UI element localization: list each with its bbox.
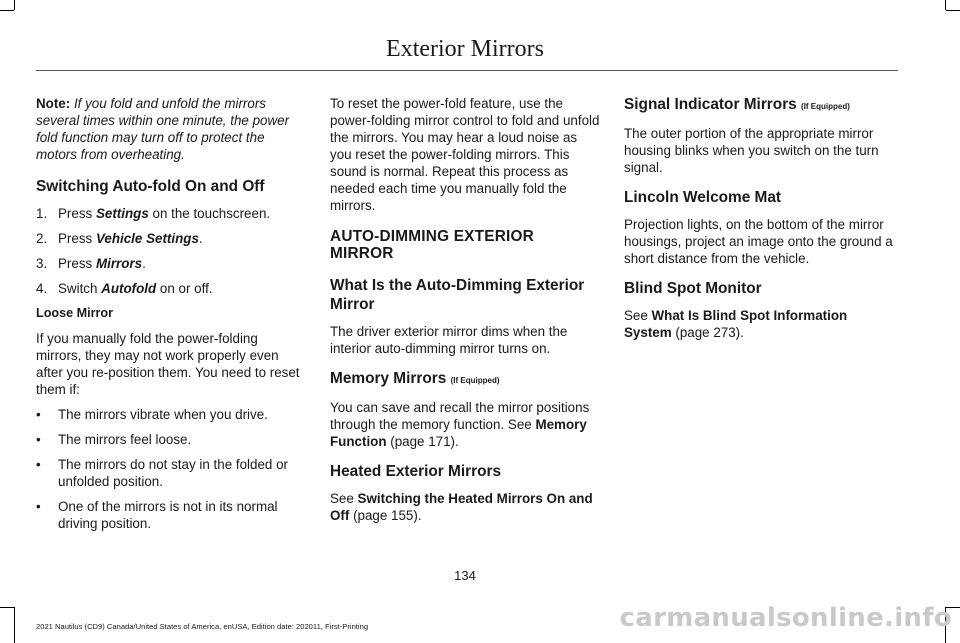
list-item: 2. Press Vehicle Settings. <box>36 231 203 246</box>
watermark: carmanualsonline.info <box>619 603 952 633</box>
loose-mirror-heading: Loose Mirror <box>36 306 113 320</box>
note-paragraph <box>36 95 304 163</box>
footer-edition: 2021 Nautilus (CD9) Canada/United States of America, enUSA, Edition date: 202011, First-Printing <box>36 622 369 631</box>
section-heading: AUTO-DIMMING EXTERIOR MIRROR <box>330 228 534 262</box>
column-left <box>36 95 304 540</box>
page-number: 134 <box>454 568 476 583</box>
heated-heading: Heated Exterior Mirrors <box>330 463 502 480</box>
page-title: Exterior Mirrors <box>386 36 544 62</box>
signal-heading: Signal Indicator Mirrors (If Equipped) <box>624 96 850 113</box>
list-item: • One of the mirrors is not in its normal driving position. <box>36 499 278 531</box>
memory-function-link[interactable]: Memory Function <box>330 417 587 449</box>
autofold-steps <box>36 205 304 297</box>
heated-text: See Switching the Heated Mirrors On and Off (page 155). <box>330 491 593 523</box>
signal-text: The outer portion of the appropriate mirror housing blinks when you switch on the turn signal. <box>624 126 879 175</box>
heated-mirrors-link[interactable]: Switching the Heated Mirrors On and Off <box>330 491 593 523</box>
list-item: 1. Press Settings on the touchscreen. <box>36 206 271 221</box>
memory-text: You can save and recall the mirror positions through the memory function. See Memory Function (page 171). <box>330 400 590 449</box>
list-item: • The mirrors feel loose. <box>36 432 192 447</box>
reset-paragraph: To reset the power-fold feature, use the power-folding mirror control to fold and unfold the mirrors. You may hear a loud noise as you reset the power-folding mirrors. This sound is normal. Repeat this process as needed each time you manually fold the mirrors. <box>330 96 600 213</box>
what-is-heading: What Is the Auto-Dimming Exterior Mirror <box>330 277 585 313</box>
welcome-text: Projection lights, on the bottom of the mirror housings, project an image onto the ground a short distance from the vehicle. <box>624 217 893 266</box>
memory-heading: Memory Mirrors (If Equipped) <box>330 370 500 387</box>
crop-mark <box>14 0 15 10</box>
crop-mark <box>14 607 15 643</box>
list-item: 4. Switch Autofold on or off. <box>36 281 213 296</box>
blind-spot-link[interactable]: What Is Blind Spot Information System <box>624 308 848 340</box>
list-item: • The mirrors vibrate when you drive. <box>36 407 268 422</box>
what-is-text: The driver exterior mirror dims when the interior auto-dimming mirror turns on. <box>330 324 568 356</box>
header-rule <box>36 70 898 71</box>
welcome-heading: Lincoln Welcome Mat <box>624 189 782 206</box>
loose-mirror-bullets <box>36 406 304 532</box>
list-item: 3. Press Mirrors. <box>36 256 146 271</box>
crop-mark <box>0 607 14 608</box>
crop-mark <box>0 10 14 11</box>
column-middle <box>330 95 602 532</box>
note-label: Note: <box>36 96 71 111</box>
list-item: • The mirrors do not stay in the folded or unfolded position. <box>36 457 288 489</box>
loose-mirror-intro: If you manually fold the power-folding mirrors, they may not work properly even after you re-position them. You need to reset them if: <box>36 331 300 397</box>
header <box>386 36 544 63</box>
crop-mark <box>945 0 946 10</box>
column-right <box>624 95 896 349</box>
autofold-heading: Switching Auto-fold On and Off <box>36 178 265 195</box>
blind-spot-heading: Blind Spot Monitor <box>624 280 762 297</box>
blind-spot-text: See What Is Blind Spot Information System (page 273). <box>624 308 848 340</box>
note-text: If you fold and unfold the mirrors several times within one minute, the power fold function may turn off to protect the motors from overheating. <box>36 96 290 162</box>
crop-mark <box>946 10 960 11</box>
